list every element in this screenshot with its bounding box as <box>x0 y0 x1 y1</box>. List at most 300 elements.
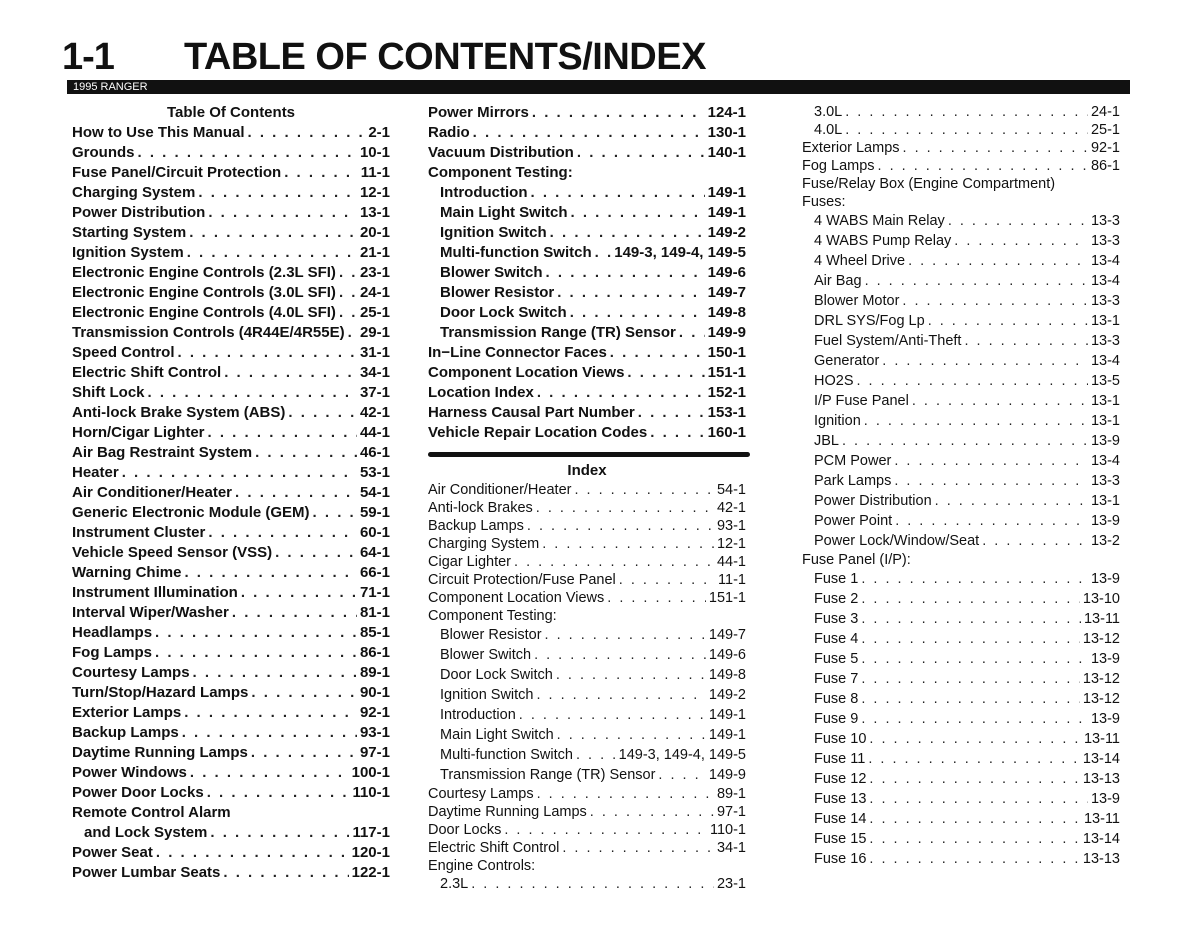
entry-label: Generic Electronic Module (GEM) <box>72 504 310 521</box>
entry-row <box>72 583 390 603</box>
entry-label: Headlamps <box>72 624 153 641</box>
dot-leader <box>912 391 1088 411</box>
entry-row <box>802 121 1120 139</box>
entry-label: HO2S <box>814 373 854 389</box>
entry-label: Main Light Switch <box>440 204 568 221</box>
entry-row <box>802 311 1120 331</box>
entry-label: Fuse 13 <box>814 791 867 807</box>
entry-row <box>428 343 746 363</box>
entry-row <box>72 283 390 303</box>
entry-row <box>428 857 746 875</box>
dot-leader <box>882 351 1088 371</box>
entry-label: PCM Power <box>814 453 892 469</box>
dot-leader <box>284 163 358 183</box>
entry-label: Electric Shift Control <box>428 840 560 856</box>
entry-row <box>428 103 746 123</box>
entry-row <box>428 223 746 243</box>
entry-row <box>802 471 1120 491</box>
entry-row <box>428 243 746 263</box>
entry-page: 21-1 <box>359 244 390 261</box>
entry-label: Fuse Panel (I/P): <box>802 552 911 568</box>
entry-page: 13-1 <box>359 204 390 221</box>
vehicle-label: 1995 RANGER <box>73 81 148 93</box>
entry-page: 97-1 <box>359 744 390 761</box>
entry-row <box>802 231 1120 251</box>
entry-row <box>72 423 390 443</box>
entry-page: 44-1 <box>716 554 746 570</box>
dot-leader <box>208 423 357 443</box>
entry-page: 13-13 <box>1082 851 1120 867</box>
dot-leader <box>251 683 357 703</box>
dot-leader <box>861 709 1088 729</box>
entry-label: Electric Shift Control <box>72 364 222 381</box>
entry-label: Remote Control Alarm <box>72 804 231 821</box>
entry-page: 149-6 <box>708 647 746 663</box>
entry-page: 149-7 <box>707 284 746 301</box>
entry-row <box>428 745 746 765</box>
entry-page: 13-9 <box>1090 651 1120 667</box>
entry-page: 54-1 <box>359 484 390 501</box>
dot-leader <box>948 211 1088 231</box>
entry-page: 46-1 <box>359 444 390 461</box>
toc-column-1 <box>72 103 390 883</box>
entry-page: 92-1 <box>1090 140 1120 156</box>
entry-row <box>428 839 746 857</box>
dot-leader <box>473 123 705 143</box>
entry-label: Transmission Range (TR) Sensor <box>440 324 676 341</box>
entry-label: Anti-lock Brake System (ABS) <box>72 404 286 421</box>
dot-leader <box>679 323 705 343</box>
dot-leader <box>542 535 714 553</box>
dot-leader <box>650 423 704 443</box>
entry-page: 149-8 <box>707 304 746 321</box>
dot-leader <box>842 431 1088 451</box>
entry-row <box>72 143 390 163</box>
entry-row <box>72 363 390 383</box>
entry-page: 13-11 <box>1083 731 1120 747</box>
dot-leader <box>155 643 357 663</box>
entry-page: 151-1 <box>707 364 746 381</box>
entry-page: 13-10 <box>1082 591 1120 607</box>
entry-row <box>72 723 390 743</box>
dot-leader <box>868 749 1080 769</box>
dot-leader <box>207 783 350 803</box>
entry-page: 149-7 <box>708 627 746 643</box>
entry-label: Main Light Switch <box>440 727 554 743</box>
entry-label: Power Distribution <box>72 204 206 221</box>
dot-leader <box>248 123 366 143</box>
dot-leader <box>148 383 357 403</box>
entry-label: Backup Lamps <box>428 518 524 534</box>
entry-label: Radio <box>428 124 470 141</box>
entry-row <box>72 603 390 623</box>
entry-row <box>802 139 1120 157</box>
page-title: TABLE OF CONTENTS/INDEX <box>184 36 706 78</box>
entry-row <box>428 403 746 423</box>
entry-label: Power Point <box>814 513 893 529</box>
entry-row <box>428 535 746 553</box>
entry-label: Fuse 2 <box>814 591 859 607</box>
entry-label: Introduction <box>440 707 516 723</box>
entry-row <box>802 451 1120 471</box>
entry-label: Starting System <box>72 224 187 241</box>
dot-leader <box>954 231 1088 251</box>
entry-row <box>72 503 390 523</box>
entry-label: Fuse 12 <box>814 771 867 787</box>
dot-leader <box>189 223 357 243</box>
entry-label: 3.0L <box>814 104 843 120</box>
entry-label: Fuel System/Anti-Theft <box>814 333 962 349</box>
entry-page: 110-1 <box>709 822 746 838</box>
entry-row <box>802 849 1120 869</box>
dot-leader <box>530 183 704 203</box>
entry-label: Power Windows <box>72 764 187 781</box>
entry-page: 10-1 <box>359 144 390 161</box>
dot-leader <box>251 743 357 763</box>
dot-leader <box>527 517 714 535</box>
entry-label: Fuse 15 <box>814 831 867 847</box>
entry-label: Electronic Engine Controls (2.3L SFI) <box>72 264 336 281</box>
entry-page: 85-1 <box>359 624 390 641</box>
entry-label: Fuse 14 <box>814 811 867 827</box>
entry-label: Electronic Engine Controls (4.0L SFI) <box>72 304 336 321</box>
entry-row <box>428 303 746 323</box>
entry-page: 149-1 <box>707 204 746 221</box>
dot-leader <box>878 157 1088 175</box>
entry-label: Vacuum Distribution <box>428 144 574 161</box>
entry-row <box>72 203 390 223</box>
dot-leader <box>178 343 357 363</box>
entry-page: 149-2 <box>708 687 746 703</box>
entry-row <box>72 323 390 343</box>
entry-page: 64-1 <box>359 544 390 561</box>
entry-label: How to Use This Manual <box>72 124 245 141</box>
entry-page: 13-9 <box>1090 791 1120 807</box>
entry-label: Fuse 3 <box>814 611 859 627</box>
entry-label: Charging System <box>72 184 196 201</box>
entry-label: Power Mirrors <box>428 104 529 121</box>
entry-row <box>72 543 390 563</box>
entry-label: Introduction <box>440 184 528 201</box>
entry-page: 44-1 <box>359 424 390 441</box>
entry-page: 13-3 <box>1090 293 1120 309</box>
entry-page: 140-1 <box>707 144 746 161</box>
dot-leader <box>908 251 1088 271</box>
entry-page: 13-1 <box>1090 493 1120 509</box>
toc-heading: Table Of Contents <box>166 104 296 121</box>
entry-label: Door Lock Switch <box>440 304 567 321</box>
entry-page: 97-1 <box>716 804 746 820</box>
entry-row <box>428 725 746 745</box>
entry-page: 24-1 <box>359 284 390 301</box>
entry-label: I/P Fuse Panel <box>814 393 909 409</box>
dot-leader <box>255 443 357 463</box>
dot-leader <box>869 769 1080 789</box>
entry-label: Anti-lock Brakes <box>428 500 533 516</box>
dot-leader <box>861 589 1080 609</box>
entry-row <box>802 157 1120 175</box>
entry-page: 13-14 <box>1082 751 1120 767</box>
entry-label: Transmission Controls (4R44E/4R55E) <box>72 324 345 341</box>
dot-leader <box>339 263 357 283</box>
dot-leader <box>122 463 357 483</box>
entry-page: 13-12 <box>1082 691 1120 707</box>
entry-row <box>72 783 390 803</box>
entry-row <box>802 175 1120 193</box>
entry-label: In−Line Connector Faces <box>428 344 607 361</box>
entry-row <box>802 689 1120 709</box>
entry-row <box>428 163 746 183</box>
entry-row <box>72 823 390 843</box>
dot-leader <box>232 603 357 623</box>
entry-label: Ignition Switch <box>440 224 547 241</box>
entry-label: 4 WABS Main Relay <box>814 213 945 229</box>
section-number: 1-1 <box>62 36 114 78</box>
entry-page: 12-1 <box>359 184 390 201</box>
dot-leader <box>198 183 357 203</box>
entry-page: 149-9 <box>707 324 746 341</box>
entry-row <box>802 669 1120 689</box>
dot-leader <box>550 223 705 243</box>
entry-page: 29-1 <box>359 324 390 341</box>
entry-label: 4 Wheel Drive <box>814 253 906 269</box>
entry-row <box>72 123 390 143</box>
entry-row <box>72 863 390 883</box>
entry-label: Exterior Lamps <box>72 704 182 721</box>
dot-leader <box>190 763 349 783</box>
entry-page: 13-3 <box>1090 213 1120 229</box>
dot-leader <box>155 623 357 643</box>
entry-page: 86-1 <box>359 644 390 661</box>
entry-page: 13-2 <box>1090 533 1120 549</box>
entry-label: Power Lock/Window/Seat <box>814 533 980 549</box>
entry-row <box>428 705 746 725</box>
entry-page: 13-3 <box>1090 233 1120 249</box>
entry-row <box>428 183 746 203</box>
entry-page: 13-12 <box>1082 631 1120 647</box>
entry-row <box>428 499 746 517</box>
entry-label: Cigar Lighter <box>428 554 512 570</box>
dot-leader <box>545 625 706 645</box>
entry-label: Door Locks <box>428 822 502 838</box>
entry-page: 25-1 <box>1090 122 1120 138</box>
entry-page: 13-14 <box>1082 831 1120 847</box>
dot-leader <box>556 665 706 685</box>
dot-leader <box>607 589 706 607</box>
dot-leader <box>610 343 705 363</box>
dot-leader <box>536 499 714 517</box>
entry-page: 13-13 <box>1082 771 1120 787</box>
entry-page: 34-1 <box>359 364 390 381</box>
entry-row <box>802 589 1120 609</box>
entry-label: Fuse 16 <box>814 851 867 867</box>
entry-label: JBL <box>814 433 839 449</box>
entry-row <box>802 629 1120 649</box>
entry-page: 53-1 <box>359 464 390 481</box>
entry-row <box>72 383 390 403</box>
entry-row <box>802 411 1120 431</box>
entry-label: Exterior Lamps <box>802 140 900 156</box>
entry-page: 37-1 <box>359 384 390 401</box>
entry-label: Grounds <box>72 144 135 161</box>
entry-page: 13-3 <box>1090 333 1120 349</box>
entry-page: 13-11 <box>1083 811 1120 827</box>
entry-page: 12-1 <box>716 536 746 552</box>
entry-label: Air Conditioner/Heater <box>72 484 233 501</box>
entry-row <box>802 103 1120 121</box>
entry-label: Power Distribution <box>814 493 932 509</box>
entry-label: Fuse 10 <box>814 731 867 747</box>
dot-leader <box>193 663 357 683</box>
entry-row <box>428 143 746 163</box>
entry-label: Ignition <box>814 413 861 429</box>
toc-list-continued <box>428 103 746 443</box>
entry-page: 13-4 <box>1090 253 1120 269</box>
entry-page: 11-1 <box>360 164 390 181</box>
entry-label: Location Index <box>428 384 534 401</box>
entry-row <box>428 383 746 403</box>
entry-page: 124-1 <box>707 104 746 121</box>
entry-row <box>428 625 746 645</box>
entry-page: 151-1 <box>708 590 746 606</box>
entry-label: Component Testing: <box>428 608 557 624</box>
dot-leader <box>223 863 348 883</box>
entry-page: 2-1 <box>368 124 390 141</box>
entry-page: 13-9 <box>1090 433 1120 449</box>
entry-row <box>72 223 390 243</box>
entry-label: Shift Lock <box>72 384 145 401</box>
dot-leader <box>519 705 706 725</box>
entry-label: Electronic Engine Controls (3.0L SFI) <box>72 284 336 301</box>
entry-page: 153-1 <box>707 404 746 421</box>
entry-label: Component Location Views <box>428 364 625 381</box>
entry-label: Blower Switch <box>440 647 532 663</box>
entry-label: Daytime Running Lamps <box>72 744 248 761</box>
entry-page: 149-3, 149-4, 149-5 <box>614 244 746 261</box>
entry-label: Warning Chime <box>72 564 182 581</box>
dot-leader <box>861 629 1080 649</box>
dot-leader <box>903 139 1088 157</box>
dot-leader <box>182 723 357 743</box>
entry-page: 130-1 <box>707 124 746 141</box>
entry-page: 100-1 <box>351 764 390 781</box>
entry-row <box>802 769 1120 789</box>
dot-leader <box>348 323 357 343</box>
dot-leader <box>537 785 714 803</box>
entry-label: Power Lumbar Seats <box>72 864 221 881</box>
entry-row <box>428 645 746 665</box>
entry-page: 89-1 <box>359 664 390 681</box>
entry-row <box>72 343 390 363</box>
entry-page: 13-9 <box>1090 571 1120 587</box>
entry-page: 23-1 <box>359 264 390 281</box>
entry-label: Charging System <box>428 536 540 552</box>
entry-label: Generator <box>814 353 880 369</box>
entry-row <box>72 403 390 423</box>
entry-page: 86-1 <box>1090 158 1120 174</box>
entry-row <box>802 351 1120 371</box>
entry-label: Courtesy Lamps <box>428 786 534 802</box>
entry-label: Blower Resistor <box>440 627 542 643</box>
entry-row <box>428 203 746 223</box>
entry-label: Speed Control <box>72 344 175 361</box>
dot-leader <box>557 283 704 303</box>
dot-leader <box>275 543 357 563</box>
entry-page: 54-1 <box>716 482 746 498</box>
entry-page: 150-1 <box>707 344 746 361</box>
dot-leader <box>514 553 714 571</box>
entry-page: 59-1 <box>359 504 390 521</box>
entry-label: Ignition System <box>72 244 184 261</box>
entry-page: 81-1 <box>359 604 390 621</box>
entry-page: 34-1 <box>716 840 746 856</box>
dot-leader <box>869 789 1088 809</box>
dot-leader <box>895 511 1088 531</box>
entry-row <box>428 571 746 589</box>
entry-row <box>428 283 746 303</box>
index-list-1 <box>428 481 746 893</box>
dot-leader <box>504 821 707 839</box>
entry-row <box>802 331 1120 351</box>
dot-leader <box>864 411 1088 431</box>
dot-leader <box>235 483 357 503</box>
entry-page: 92-1 <box>359 704 390 721</box>
entry-label: Fuse 9 <box>814 711 859 727</box>
entry-label: Daytime Running Lamps <box>428 804 587 820</box>
entry-label: Multi-function Switch <box>440 747 573 763</box>
entry-row <box>72 483 390 503</box>
entry-row <box>802 193 1120 211</box>
dot-leader <box>570 303 705 323</box>
dot-leader <box>935 491 1088 511</box>
entry-label: Power Seat <box>72 844 153 861</box>
entry-row <box>428 323 746 343</box>
entry-row <box>802 729 1120 749</box>
entry-label: 4.0L <box>814 122 843 138</box>
entry-row <box>428 821 746 839</box>
dot-leader <box>187 243 357 263</box>
entry-label: Fuse Panel/Circuit Protection <box>72 164 282 181</box>
entry-label: 2.3L <box>440 876 469 892</box>
dot-leader <box>894 471 1088 491</box>
dot-leader <box>658 765 705 785</box>
dot-leader <box>964 331 1088 351</box>
entry-row <box>802 211 1120 231</box>
entry-page: 149-8 <box>708 667 746 683</box>
entry-page: 60-1 <box>359 524 390 541</box>
entry-row <box>72 643 390 663</box>
entry-page: 89-1 <box>716 786 746 802</box>
entry-label: 4 WABS Pump Relay <box>814 233 952 249</box>
dot-leader <box>224 363 357 383</box>
entry-row <box>802 391 1120 411</box>
entry-row <box>72 763 390 783</box>
entry-label: Fuse 11 <box>814 751 866 767</box>
entry-label: Courtesy Lamps <box>72 664 190 681</box>
dot-leader <box>861 689 1080 709</box>
entry-row <box>428 263 746 283</box>
entry-page: 13-3 <box>1090 473 1120 489</box>
dot-leader <box>619 571 715 589</box>
entry-label: Fuse 1 <box>814 571 859 587</box>
dot-leader <box>894 451 1088 471</box>
dot-leader <box>339 283 357 303</box>
entry-row <box>428 423 746 443</box>
entry-page: 13-9 <box>1090 711 1120 727</box>
entry-page: 93-1 <box>359 724 390 741</box>
dot-leader <box>184 703 357 723</box>
entry-page: 13-4 <box>1090 353 1120 369</box>
